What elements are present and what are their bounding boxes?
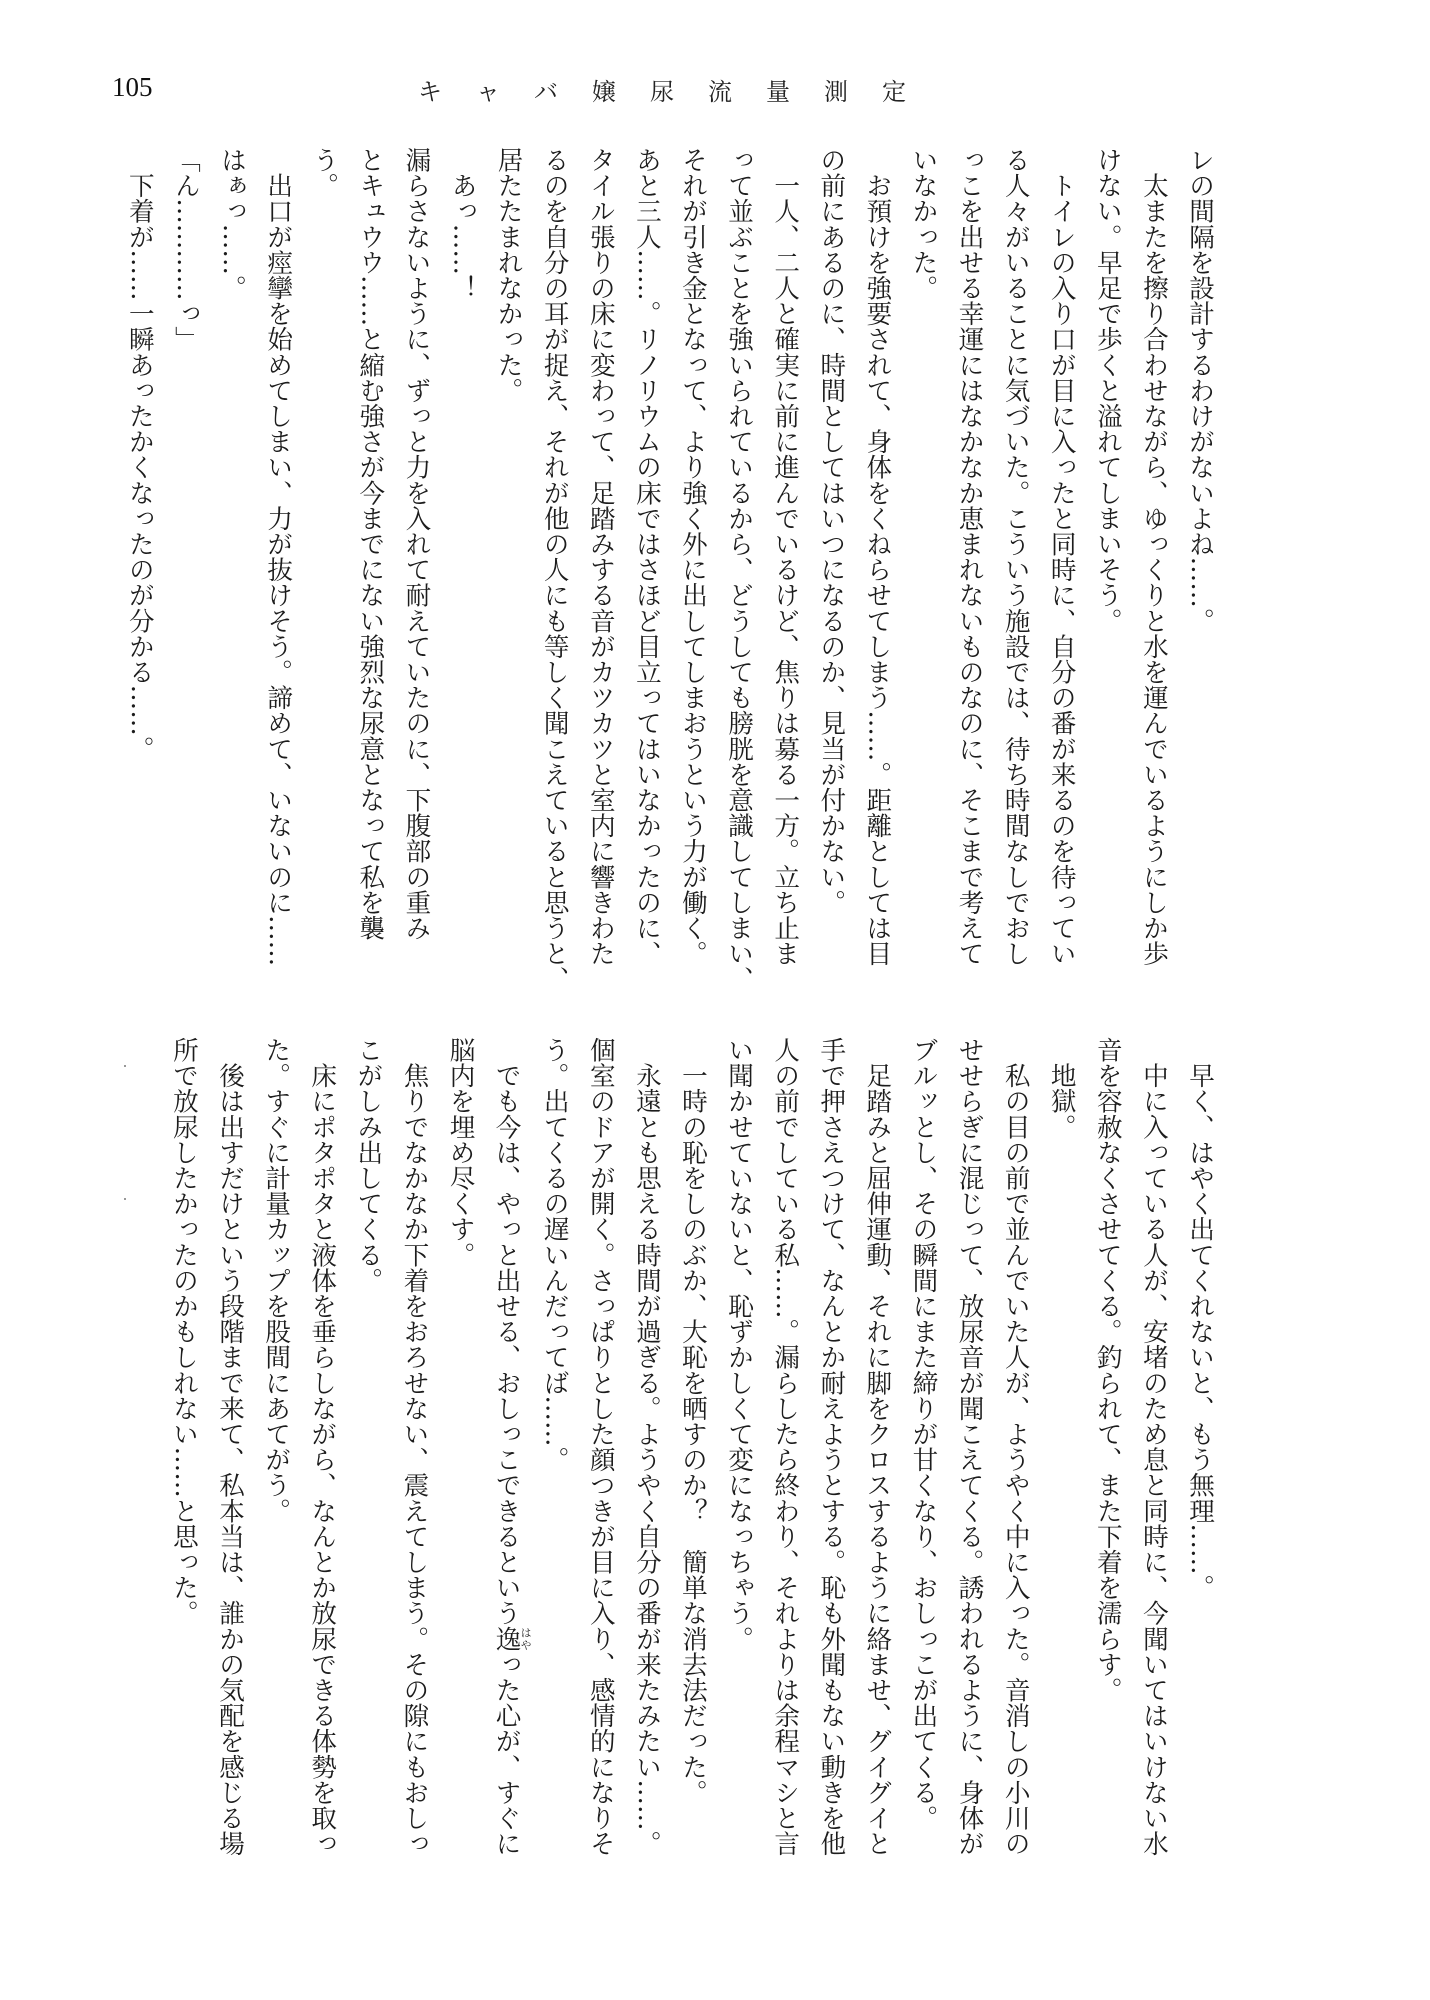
running-header-title: キャバ嬢尿流量測定 [418, 78, 940, 106]
text-line: 足踏みと屈伸運動、それに脚をクロスするように絡ませ、グイグイと [862, 1062, 893, 1857]
text-line: の前にあるのに、時間としてはいつになるのか、見当が付かない。 [816, 147, 847, 915]
text-line: あっ……！ [447, 172, 478, 301]
text-line: こがしみ出してくる。 [353, 1037, 384, 1293]
text-line: 手で押さえつけて、なんとか耐えようとする。恥も外聞もない動きを他 [816, 1037, 847, 1857]
text-line: お預けを強要されて、身体をくねらせてしまう……。距離としては目 [862, 172, 893, 967]
text-line: 永遠とも思える時間が過ぎる。ようやく自分の番が来たみたい……。 [631, 1062, 662, 1857]
text-line: 漏らさないように、ずっと力を入れて耐えていたのに、下腹部の重み [401, 147, 432, 941]
text-line: 脳内を埋め尽くす。 [445, 1037, 476, 1268]
text-segment: った心が、すぐに [491, 1651, 522, 1857]
ruby-annotation [491, 1625, 533, 1652]
text-line: 一人、二人と確実に前に進んでいるけど、焦りは募る一方。立ち止ま [770, 172, 801, 967]
text-line: せせらぎに混じって、放尿音が聞こえてくる。誘われるように、身体が [954, 1037, 985, 1857]
text-line: 私の目の前で並んでいた人が、ようやく中に入った。音消しの小川の [1000, 1062, 1031, 1857]
text-line: っこを出せる幸運にはなかなか恵まれないものなのに、そこまで考えて [954, 147, 985, 967]
text-line: レの間隔を設計するわけがないよね……。 [1185, 147, 1215, 634]
text-line: はぁっ……。 [217, 147, 248, 301]
text-line: た。すぐに計量カップを股間にあてがう。 [261, 1037, 292, 1524]
text-line: 焦りでなかなか下着をおろせない、震えてしまう。その隙にもおしっ [399, 1062, 430, 1857]
text-line: 地獄。 [1046, 1062, 1077, 1140]
text-line: 個室のドアが開く。さっぱりとした顔つきが目に入り、感情的になりそ [585, 1037, 616, 1857]
text-line: 早く、はやく出てくれないと、もう無理……。 [1185, 1062, 1215, 1601]
text-line: って並ぶことを強いられているから、どうしても膀胱を意識してしまい、 [724, 147, 755, 992]
text-line: う。出てくるの遅いんだってば……。 [539, 1037, 570, 1473]
text-line: 太またを擦り合わせながら、ゆっくりと水を運んでいるようにしか歩 [1138, 172, 1169, 967]
text-line: とキュウウ……と縮む強さが今までにない強烈な尿意となって私を襲 [355, 147, 386, 941]
text-line-with-ruby [484, 1037, 532, 1867]
text-line: 音を容赦なくさせてくる。釣られて、また下着を濡らす。 [1092, 1037, 1123, 1703]
text-line: 所で放尿したかったのかもしれない……と思った。 [168, 1037, 199, 1626]
text-line: 一時の恥をしのぶか、大恥を晒すのか？ 簡単な消去法だった。 [677, 1062, 708, 1806]
text-block-upper [117, 147, 1223, 992]
text-line: 後は出すだけという段階まで来て、私本当は、誰かの気配を感じる場 [215, 1062, 246, 1857]
text-line: 下着が……一瞬あったかくなったのが分かる……。 [124, 172, 155, 762]
scan-speck [124, 1065, 126, 1067]
text-line: い聞かせていないと、恥ずかしくて変になっちゃう。 [724, 1037, 755, 1652]
ruby-base: 逸 [491, 1625, 522, 1652]
text-segment: でも今は、やっと出せる、おしっこできるという [491, 1062, 522, 1626]
text-line: けない。早足で歩くと溢れてしまいそう。 [1092, 147, 1123, 634]
text-line: う。 [309, 147, 340, 199]
text-line: ブルッとし、その瞬間にまた締りが甘くなり、おしっこが出てくる。 [908, 1037, 939, 1831]
text-line: トイレの入り口が目に入ったと同時に、自分の番が来るのを待ってい [1046, 172, 1077, 967]
scan-speck [124, 1198, 126, 1200]
ruby-reading: はや [519, 1625, 533, 1652]
dialogue-line: 「ん…………っ」 [170, 147, 201, 352]
page-number: 105 [112, 72, 153, 102]
text-line: 床にポタポタと液体を垂らしながら、なんとか放尿できる体勢を取っ [307, 1062, 338, 1857]
text-line: あと三人……。リノリウムの床ではさほど目立ってはいなかったのに、 [631, 147, 662, 967]
text-line: る人々がいることに気づいた。こういう施設では、待ち時間なしでおし [1000, 147, 1031, 967]
text-line: 人の前でしている私……。漏らしたら終わり、それよりは余程マシと言 [770, 1037, 801, 1857]
text-line: いなかった。 [908, 147, 939, 301]
text-line: るのを自分の耳が捉え、それが他の人にも等しく聞こえていると思うと、 [539, 147, 570, 992]
text-line: 中に入っている人が、安堵のため息と同時に、今聞いてはいけない水 [1138, 1062, 1169, 1857]
text-line: それが引き金となって、より強く外に出してしまおうという力が働く。 [677, 147, 708, 967]
text-line: 出口が痙攣を始めてしまい、力が抜けそう。諦めて、いないのに…… [263, 172, 294, 967]
text-block-lower [161, 1037, 1223, 1867]
text-line: タイル張りの床に変わって、足踏みする音がカツカツと室内に響きわた [585, 147, 616, 967]
text-line: 居たたまれなかった。 [493, 147, 524, 403]
